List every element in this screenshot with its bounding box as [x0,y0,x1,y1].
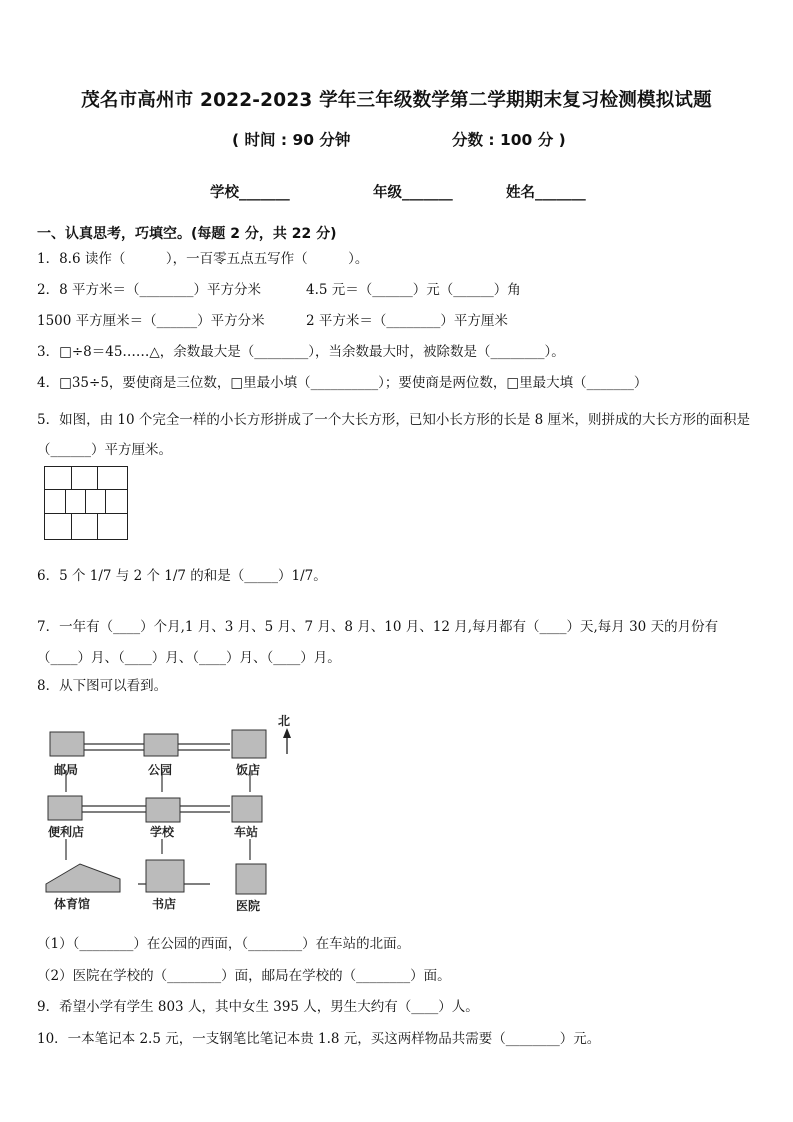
question-2d: 2 平方米＝（________）平方厘米 [306,313,508,329]
question-8-2: （2）医院在学校的（________）面，邮局在学校的（________）面。 [37,968,451,984]
restaurant-icon [232,730,266,758]
question-10: 10．一本笔记本 2.5 元，一支钢笔比笔记本贵 1.8 元，买这两样物品共需要（________）元。 [37,1031,601,1047]
place-label: 医院 [236,899,261,913]
place-label: 学校 [150,825,175,839]
question-1: 1．8.6 读作（ ），一百零五点五写作（ ）。 [37,251,369,267]
post-office-icon [50,732,84,756]
question-4: 4．□35÷5，要使商是三位数，□里最小填（__________）；要使商是两位数，□里最大填（_______） [37,375,648,391]
rectangle-figure [44,466,128,540]
exam-score: 分数 : 100 分 ) [452,131,566,149]
question-7: 7．一年有（____）个月,1 月、3 月、5 月、7 月、8 月、10 月、12 月,每月都有（____）天,每月 30 天的月份有（____）月、（____）月、（____）月、（____）月。 [37,619,719,666]
question-2b: 4.5 元＝（______）元（______）角 [306,282,521,298]
place-label: 邮局 [54,763,79,777]
question-5: 5．如图，由 10 个完全一样的小长方形拼成了一个大长方形，已知小长方形的长是 8 厘米，则拼成的大长方形的面积是（______）平方厘米。 [37,412,751,458]
hospital-icon [236,864,266,894]
page-title: 茂名市高州市 2022-2023 学年三年级数学第二学期期末复习检测模拟试题 [81,90,712,111]
school-field[interactable]: 学校_______ [210,185,290,201]
exam-time: ( 时间 : 90 分钟 [232,131,351,149]
section-heading: 一、认真思考，巧填空。(每题 2 分，共 22 分) [37,226,337,242]
question-9: 9．希望小学有学生 803 人，其中女生 395 人，男生大约有（____）人。 [37,999,479,1015]
stadium-icon [46,864,120,892]
north-label: 北 [278,714,291,728]
direction-map [40,714,310,919]
station-icon [232,796,262,822]
question-2c: 1500 平方厘米＝（______）平方分米 [37,313,265,329]
question-3: 3．□÷8＝45……△，余数最大是（________），当余数最大时，被除数是（________）。 [37,344,565,360]
place-label: 体育馆 [54,897,91,911]
place-label: 书店 [152,897,177,911]
park-icon [144,734,178,756]
store-icon [48,796,82,820]
name-field[interactable]: 姓名_______ [506,185,586,201]
place-label: 饭店 [236,763,261,777]
grade-field[interactable]: 年级_______ [373,185,453,201]
question-2a: 2．8 平方米＝（________）平方分米 [37,282,261,298]
school-icon [146,798,180,822]
place-label: 便利店 [48,825,85,839]
question-8-1: （1）（________）在公园的西面，（________）在车站的北面。 [37,936,411,952]
bookstore-icon [146,860,184,892]
place-label: 公园 [148,763,173,777]
question-6: 6．5 个 1/7 与 2 个 1/7 的和是（_____）1/7。 [37,568,327,584]
place-label: 车站 [234,825,259,839]
question-8: 8．从下图可以看到。 [37,678,168,694]
